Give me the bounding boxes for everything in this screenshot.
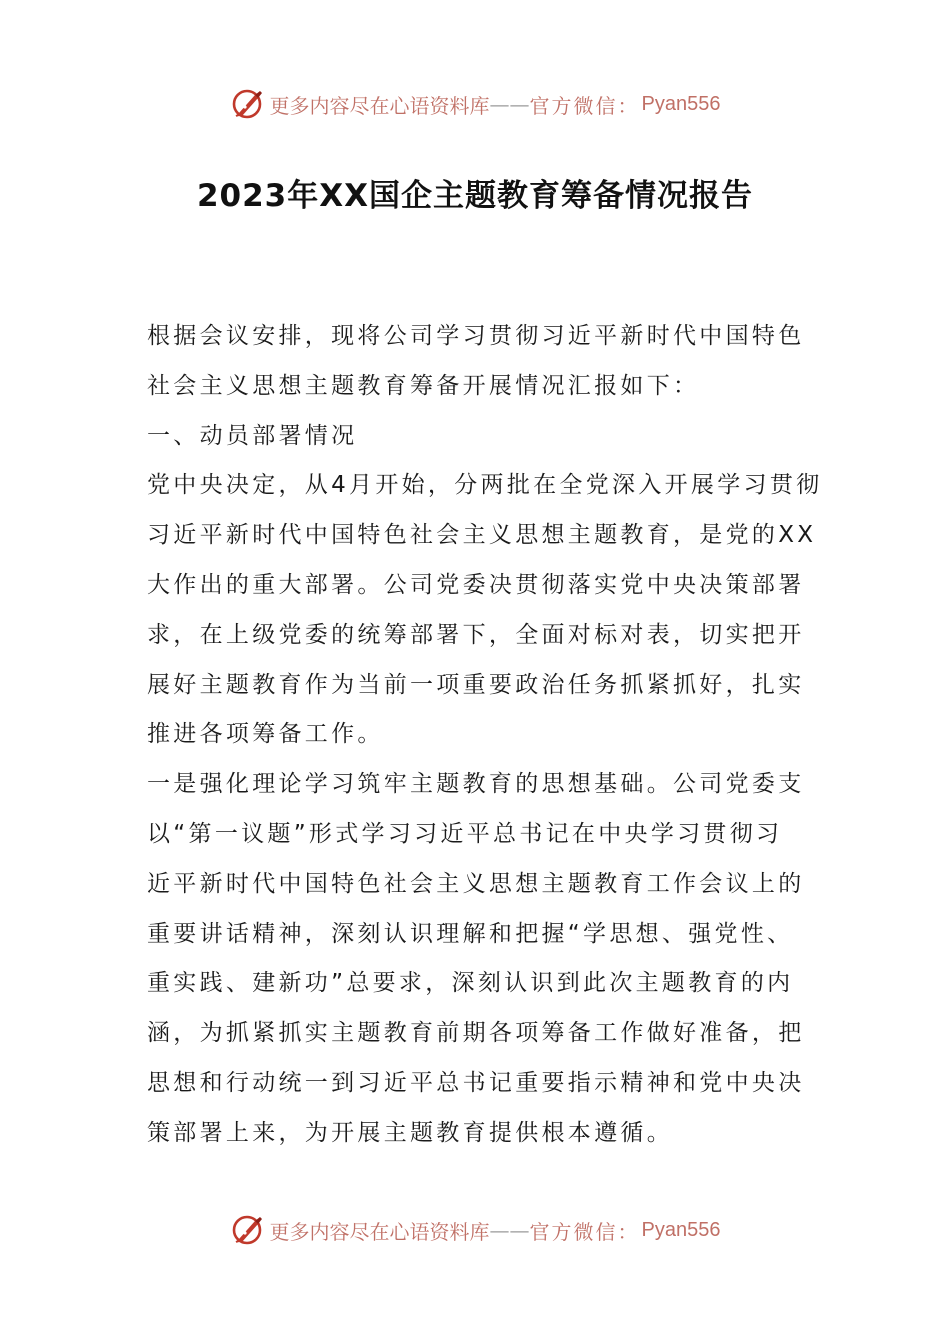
section-heading: 一、动员部署情况 — [147, 422, 358, 449]
body-line: 习近平新时代中国特色社会主义思想主题教育，是党的XX — [147, 522, 817, 549]
pen-nib-logo-icon — [230, 1212, 266, 1248]
body-line: 一是强化理论学习筑牢主题教育的思想基础。公司党委支 — [147, 771, 805, 798]
footer-slogan: 更多内容尽在心语资料库 — [269, 1219, 490, 1244]
document-body — [147, 312, 823, 1159]
body-line: 以“第一议题”形式学习习近平总书记在中央学习贯彻习 — [147, 820, 783, 847]
footer-dash: —— — [489, 1218, 530, 1242]
body-line: 重实践、建新功”总要求，深刻认识到此次主题教育的内 — [147, 970, 794, 997]
body-line: 党中央决定，从4月开始，分两批在全党深入开展学习贯彻 — [147, 472, 823, 499]
body-line: 大作出的重大部署。公司党委决贯彻落实党中央决策部署 — [147, 571, 805, 598]
body-line: 求，在上级党委的统筹部署下，全面对标对表，切实把开 — [147, 621, 805, 648]
body-line: 涵，为抓紧抓实主题教育前期各项筹备工作做好准备，把 — [147, 1020, 805, 1047]
footer-banner — [0, 1210, 950, 1250]
footer-official-label: 官方微信： — [529, 1219, 640, 1244]
body-line: 社会主义思想主题教育筹备开展情况汇报如下： — [147, 372, 700, 399]
pen-nib-logo-icon — [230, 86, 266, 122]
body-line: 思想和行动统一到习近平总书记重要指示精神和党中央决 — [147, 1069, 805, 1096]
footer-wechat-id: Pyan556 — [641, 1218, 721, 1241]
body-line: 近平新时代中国特色社会主义思想主题教育工作会议上的 — [147, 870, 805, 897]
body-line: 策部署上来，为开展主题教育提供根本遵循。 — [147, 1119, 673, 1146]
body-line: 重要讲话精神，深刻认识理解和把握“学思想、强党性、 — [147, 920, 794, 947]
document-title: 2023年XX国企主题教育筹备情况报告 — [196, 178, 754, 214]
header-dash: —— — [489, 92, 530, 116]
header-official-label: 官方微信： — [529, 93, 640, 118]
body-line: 展好主题教育作为当前一项重要政治任务抓紧抓好，扎实 — [147, 671, 805, 698]
header-wechat-id: Pyan556 — [641, 92, 721, 115]
body-line: 根据会议安排，现将公司学习贯彻习近平新时代中国特色 — [147, 323, 805, 349]
body-line: 推进各项筹备工作。 — [147, 721, 384, 748]
header-banner — [0, 84, 950, 124]
header-slogan: 更多内容尽在心语资料库 — [269, 93, 490, 118]
